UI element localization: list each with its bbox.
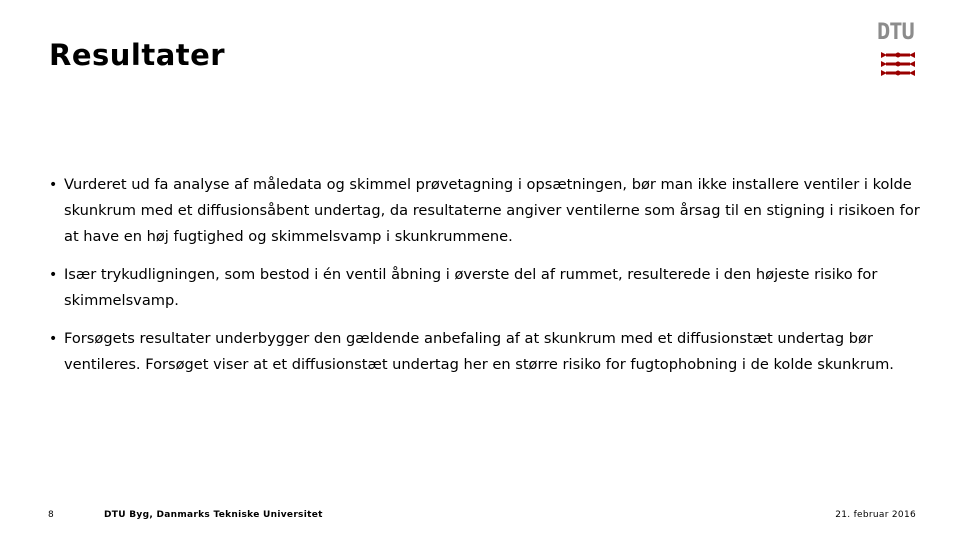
dtu-logo-text: DTU (877, 20, 914, 45)
slide-title: Resultater (49, 38, 226, 72)
bullet-text: Især trykudligningen, som bestod i én ventil åbning i øverste del af rummet, resulterede i den højeste risiko for skimmelsvamp. (64, 266, 878, 309)
bullet-list (48, 172, 928, 390)
bullet-item (48, 326, 928, 378)
bullet-dot: • (49, 267, 58, 283)
bullet-text: Forsøgets resultater underbygger den gældende anbefaling af at skunkrum med et diffusionstæt undertag bør ventileres. Forsøget viser at et diffusionstæt undertag her en større risiko for fugtophobning i de kolde skunkrum. (64, 330, 894, 373)
footer-organization: DTU Byg, Danmarks Tekniske Universitet (104, 510, 323, 520)
page-number: 8 (48, 510, 54, 520)
bullet-item (48, 172, 928, 250)
bullet-text: Vurderet ud fa analyse af måledata og skimmel prøvetagning i opsætningen, bør man ikke installere ventiler i kolde skunkrum med et diffusionsåbent undertag, da resultaterne angiver ventilerne som årsag til en stigning i risikoen for at have en høj fugtighed og skimmelsvamp i skunkrummene. (64, 176, 920, 245)
dtu-logo-mark-icon (878, 50, 918, 78)
bullet-item (48, 262, 928, 314)
dtu-logo (876, 20, 920, 80)
bullet-dot: • (49, 177, 58, 193)
footer-date: 21. februar 2016 (835, 510, 916, 520)
bullet-dot: • (49, 331, 58, 347)
